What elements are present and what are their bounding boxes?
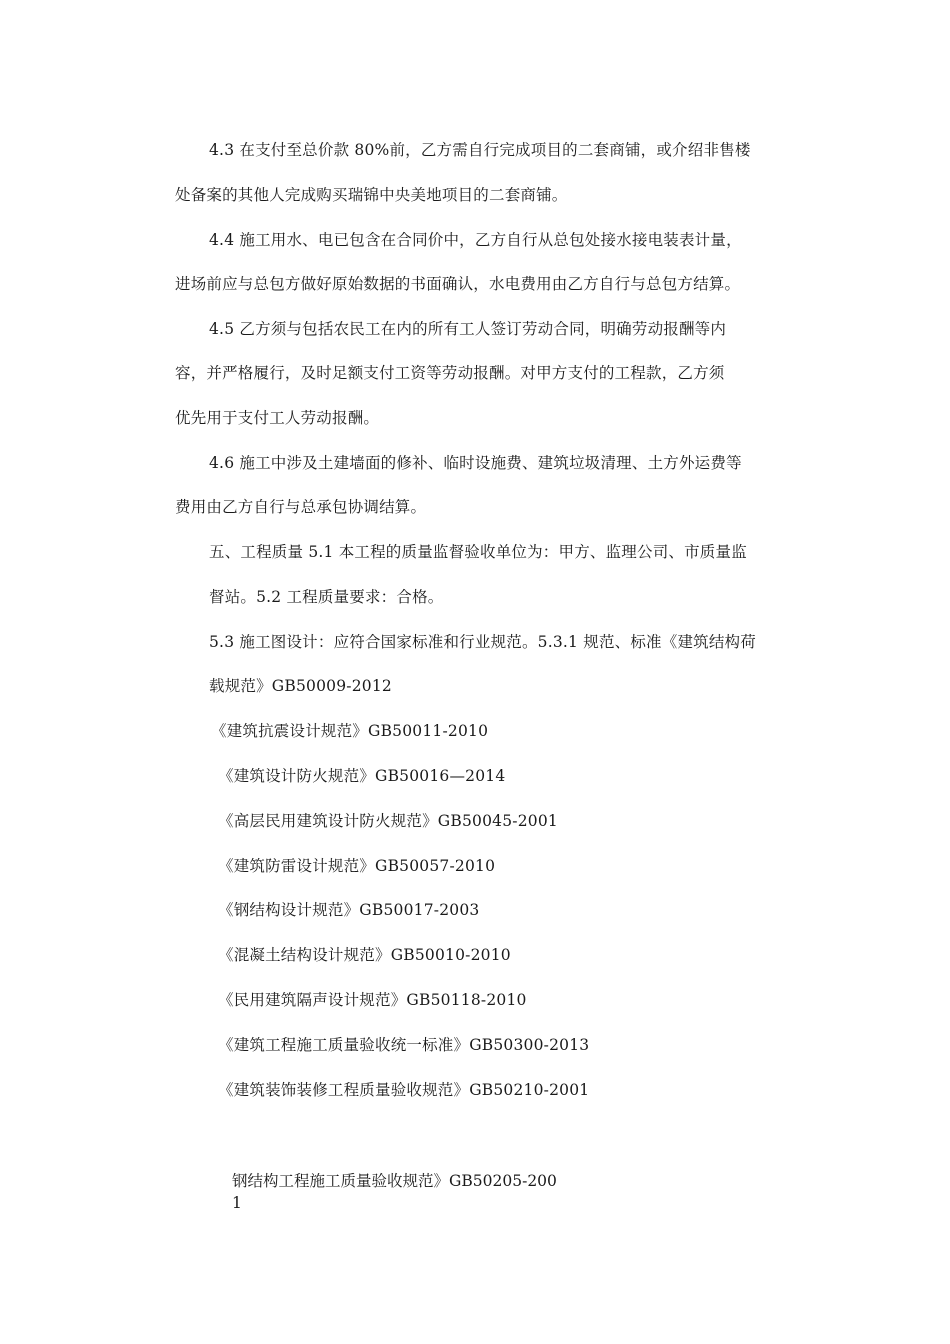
standard-item: 《建筑防雷设计规范》GB50057-2010 [218, 857, 496, 875]
text-line: 4.5 乙方须与包括农民工在内的所有工人签订劳动合同，明确劳动报酬等内 [209, 320, 727, 338]
standard-item-wrapped: 钢结构工程施工质量验收规范》GB50205-2001 [232, 1172, 557, 1212]
text-line: 五、工程质量 5.1 本工程的质量监督验收单位为：甲方、监理公司、市质量监 [209, 543, 747, 561]
standard-item: 《建筑设计防火规范》GB50016—2014 [218, 767, 506, 785]
text-line: 载规范》GB50009-2012 [209, 677, 392, 695]
text-line: 5.3 施工图设计：应符合国家标准和行业规范。5.3.1 规范、标准《建筑结构荷 [209, 633, 756, 651]
text-line: 费用由乙方自行与总承包协调结算。 [175, 498, 427, 516]
text-line: 容，并严格履行，及时足额支付工资等劳动报酬。对甲方支付的工程款，乙方须 [175, 364, 725, 382]
standard-item: 《民用建筑隔声设计规范》GB50118-2010 [218, 991, 527, 1009]
text-line: 4.4 施工用水、电已包含在合同价中，乙方自行从总包处接水接电装表计量， [209, 231, 742, 249]
text-line: 4.6 施工中涉及土建墙面的修补、临时设施费、建筑垃圾清理、土方外运费等 [209, 454, 742, 472]
standard-item: 《混凝土结构设计规范》GB50010-2010 [218, 946, 511, 964]
text-line: 处备案的其他人完成购买瑞锦中央美地项目的二套商铺。 [175, 186, 568, 204]
standard-item: 《高层民用建筑设计防火规范》GB50045-2001 [218, 812, 558, 830]
text-line: 进场前应与总包方做好原始数据的书面确认，水电费用由乙方自行与总包方结算。 [175, 275, 741, 293]
standard-item: 《建筑装饰装修工程质量验收规范》GB50210-2001 [218, 1081, 590, 1099]
standard-item: 《建筑工程施工质量验收统一标准》GB50300-2013 [218, 1036, 590, 1054]
text-line: 督站。5.2 工程质量要求：合格。 [209, 588, 444, 606]
standard-item: 《建筑抗震设计规范》GB50011-2010 [211, 722, 489, 740]
text-line: 4.3 在支付至总价款 80%前，乙方需自行完成项目的二套商铺，或介绍非售楼 [209, 141, 751, 159]
text-line: 优先用于支付工人劳动报酬。 [175, 409, 380, 427]
standard-item: 《钢结构设计规范》GB50017-2003 [218, 901, 480, 919]
